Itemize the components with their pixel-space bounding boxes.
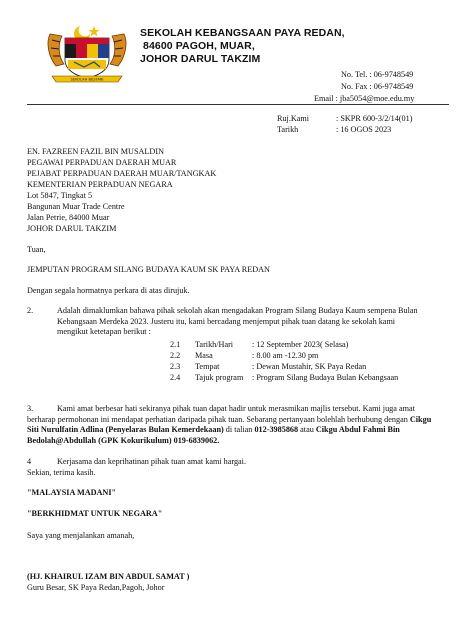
detail-label: Tajuk program	[195, 373, 244, 382]
slogan-malaysia-madani: "MALAYSIA MADANI"	[27, 488, 117, 497]
recipient-office: PEJABAT PERPADUAN DAERAH MUAR/TANGKAK	[27, 169, 217, 178]
signatory-name: (HJ. KHAIRUL IZAM BIN ABDUL SAMAT )	[27, 572, 190, 581]
telephone-number: No. Tel. : 06-9748549	[341, 70, 414, 79]
school-crest-logo	[44, 22, 130, 86]
recipient-address-line: Lot 5847, Tingkat 5	[27, 191, 93, 200]
school-state: JOHOR DARUL TAKZIM	[140, 53, 261, 65]
contact-person-2: Cikgu Abdul Fahmi Bin Bedolah@Abdullah (GPK Kokurikulum) 019-6839062.	[27, 425, 400, 445]
date-value: : 16 OGOS 2023	[336, 125, 392, 134]
letter-subject: JEMPUTAN PROGRAM SILANG BUDAYA KAUM SK PAYA REDAN	[27, 265, 270, 274]
paragraph-number: 3.	[27, 404, 34, 413]
school-postcode-city: 84600 PAGOH, MUAR,	[143, 40, 255, 52]
opening-line: Dengan segala hormatnya perkara di atas dirujuk.	[27, 286, 190, 295]
paragraph-number: 4	[27, 457, 32, 466]
fax-number: No. Fax : 06-9748549	[341, 82, 414, 91]
recipient-address-line: Bangunan Muar Trade Centre	[27, 202, 125, 211]
paragraph-4-text: Kerjasama dan keprihatinan pihak tuan amat kami hargai.	[57, 457, 246, 466]
detail-value: : 12 September 2023( Selasa)	[252, 340, 349, 349]
salutation: Tuan,	[27, 245, 46, 254]
detail-number: 2.4	[170, 373, 181, 382]
school-name: SEKOLAH KEBANGSAAN PAYA REDAN,	[140, 27, 345, 39]
signatory-title: Guru Besar, SK Paya Redan,Pagoh, Johor	[27, 583, 165, 592]
slogan-berkhidmat: "BERKHIDMAT UNTUK NEGARA"	[27, 509, 163, 518]
recipient-title: PEGAWAI PERPADUAN DAERAH MUAR	[27, 158, 177, 167]
reference-label: Ruj.Kami	[277, 114, 310, 123]
detail-number: 2.2	[170, 351, 181, 360]
detail-number: 2.3	[170, 362, 181, 371]
detail-value: : Dewan Mustahir, SK Paya Redan	[252, 362, 367, 371]
recipient-address-line: JOHOR DARUL TAKZIM	[27, 224, 117, 233]
svg-text:SEKOLAH BESTARI: SEKOLAH BESTARI	[70, 77, 104, 82]
closing-thanks: Sekian, terima kasih.	[27, 468, 96, 477]
recipient-name: EN. FAZREEN FAZIL BIN MUSALDIN	[27, 147, 164, 156]
recipient-ministry: KEMENTERIAN PERPADUAN NEGARA	[27, 180, 173, 189]
closing-phrase: Saya yang menjalankan amanah,	[27, 531, 135, 540]
detail-label: Tempat	[195, 362, 220, 371]
recipient-address-line: Jalan Petrie, 84000 Muar	[27, 213, 110, 222]
detail-value: : Program Silang Budaya Bulan Kebangsaan	[252, 373, 399, 382]
date-label: Tarikh	[277, 125, 299, 134]
paragraph-3-text: Kami amat berbesar hati sekiranya pihak tuan dapat hadir untuk merasmikan majlis tersebut. Kami juga amat berharap permohonan ini mendapat perhatian daripada pihak tuan. Sebarang pertanyaan bolehlah berhubung dengan Cikgu Siti Nurulfatin Adlina (Penyelaras Bulan Kemerdekaan) di talian 012-3985868 atau Cikgu Abdul Fahmi Bin Bedolah@Abdullah (GPK Kokurikulum) 019-6839062.	[27, 404, 432, 445]
email-address: Email : jba5054@moe.edu.my	[314, 94, 415, 103]
detail-label: Tarikh/Hari	[195, 340, 234, 349]
contact-phone-1: 012-3985868	[254, 425, 299, 435]
header-divider	[27, 104, 449, 105]
contact-person-1: Cikgu Siti Nurulfatin Adlina (Penyelaras Bulan Kemerdekaan)	[27, 414, 432, 435]
paragraph-number: 2.	[27, 306, 34, 315]
reference-value: : SKPR 600-3/2/14(01)	[336, 114, 413, 123]
detail-number: 2.1	[170, 340, 181, 349]
paragraph-2-text: Adalah dimaklumkan bahawa pihak sekolah akan mengadakan Program Silang Budaya Kaum sempena Bulan Kebangsaan Merdeka 2023. Justeru itu, kami bercadang menjemput pihak tuan datang ke sekolah kami mengikut ketetapan berikut :	[57, 306, 418, 337]
detail-label: Masa	[195, 351, 213, 360]
detail-value: : 8.00 am -12.30 pm	[252, 351, 319, 360]
